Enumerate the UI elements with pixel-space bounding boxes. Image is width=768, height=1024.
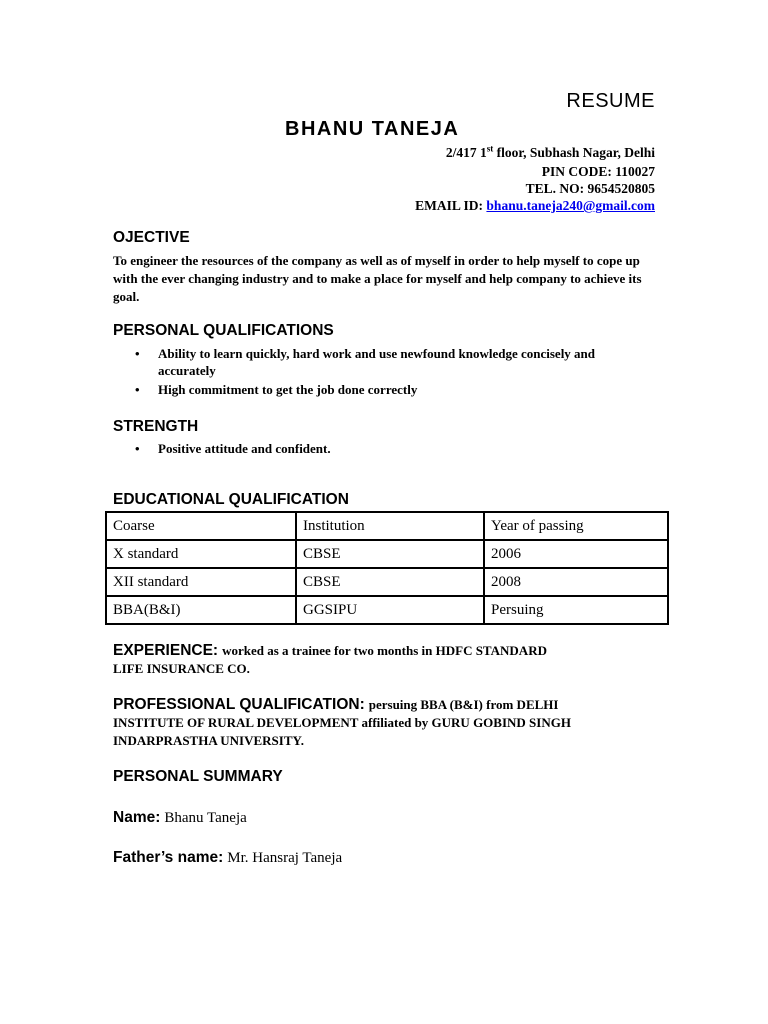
table-row — [106, 596, 668, 624]
list-item-text: Positive attitude and confident. — [158, 441, 331, 456]
table-cell: XII standard — [106, 568, 296, 596]
table-cell: X standard — [106, 540, 296, 568]
email-line — [415, 197, 655, 215]
table-cell: Persuing — [484, 596, 668, 624]
objective-heading: OJECTIVE — [113, 229, 190, 246]
professional-label: PROFESSIONAL QUALIFICATION: — [113, 696, 365, 713]
address-suffix: floor, Subhash Nagar, Delhi — [493, 145, 655, 160]
list-item-text: Ability to learn quickly, hard work and use newfound knowledge concisely and accurately — [158, 346, 596, 378]
name-value: Bhanu Taneja — [164, 810, 247, 826]
professional-text: persuing BBA (B&I) from DELHI — [368, 697, 559, 712]
objective-text: To engineer the resources of the company as well as of myself in order to help myself to cope up with the ever changing industry and to make a place for myself and help company to achieve its goal. — [113, 253, 642, 304]
table-header-cell: Coarse — [106, 512, 296, 540]
list-item-text: High commitment to get the job done correctly — [158, 382, 418, 397]
name-label: Name: — [113, 809, 161, 826]
table-cell: 2006 — [484, 540, 668, 568]
father-name-label: Father’s name: — [113, 849, 224, 866]
applicant-name: BHANU TANEJA — [285, 118, 460, 140]
list-item — [113, 440, 653, 457]
table-header-cell: Year of passing — [484, 512, 668, 540]
pin-code: PIN CODE: 110027 — [541, 164, 655, 179]
table-cell: GGSIPU — [296, 596, 484, 624]
experience-section — [113, 642, 673, 678]
summary-father-row — [113, 849, 342, 867]
address-prefix: 2/417 1 — [445, 145, 487, 160]
table-row — [106, 568, 668, 596]
list-item — [113, 381, 653, 398]
strength-list — [113, 440, 653, 459]
table-cell: CBSE — [296, 540, 484, 568]
list-item — [113, 345, 653, 379]
table-cell: 2008 — [484, 568, 668, 596]
table-cell: BBA(B&I) — [106, 596, 296, 624]
bullet-icon: • — [135, 382, 140, 397]
bullet-icon: • — [135, 441, 140, 456]
personal-qualifications-heading: PERSONAL QUALIFICATIONS — [113, 322, 334, 339]
address-superscript: st — [486, 143, 494, 154]
personal-summary-heading: PERSONAL SUMMARY — [113, 768, 283, 785]
resume-title: RESUME — [566, 90, 655, 112]
professional-text-continued: INSTITUTE OF RURAL DEVELOPMENT affiliated by GURU GOBIND SINGH — [113, 715, 571, 730]
table-header-cell: Institution — [296, 512, 484, 540]
telephone: TEL. NO: 9654520805 — [525, 181, 655, 196]
personal-qualifications-list — [113, 345, 653, 400]
experience-label: EXPERIENCE: — [113, 642, 219, 659]
address-line — [446, 144, 655, 162]
father-name-value: Mr. Hansraj Taneja — [227, 850, 343, 866]
experience-text-continued: LIFE INSURANCE CO. — [113, 661, 250, 676]
table-header-row — [106, 512, 668, 540]
professional-text-continued: INDARPRASTHA UNIVERSITY. — [113, 733, 304, 748]
education-table — [105, 511, 669, 625]
summary-name-row — [113, 809, 247, 827]
table-cell: CBSE — [296, 568, 484, 596]
experience-text: worked as a trainee for two months in HDFC STANDARD — [222, 643, 547, 658]
table-row — [106, 540, 668, 568]
education-heading: EDUCATIONAL QUALIFICATION — [113, 491, 349, 508]
strength-heading: STRENGTH — [113, 418, 199, 435]
professional-section — [113, 696, 673, 750]
email-label: EMAIL ID: — [415, 198, 487, 213]
email-link[interactable]: bhanu.taneja240@gmail.com — [486, 198, 655, 213]
bullet-icon: • — [135, 346, 140, 361]
